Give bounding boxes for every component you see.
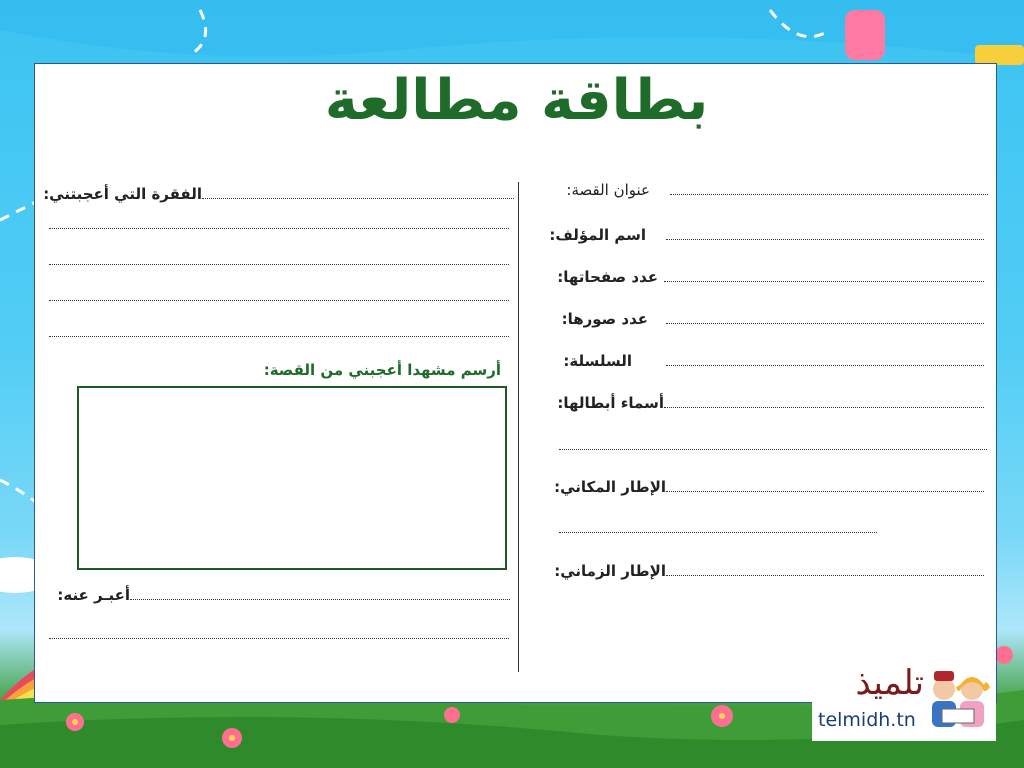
express-field[interactable]: [53, 586, 510, 604]
place-setting-line[interactable]: [666, 491, 984, 492]
favorite-paragraph-line-4[interactable]: [49, 300, 509, 301]
reading-card: [34, 63, 997, 703]
characters-label: أسماء أبطالها:: [557, 394, 664, 412]
express-line-1[interactable]: [130, 599, 510, 600]
author-line[interactable]: [666, 239, 984, 240]
favorite-paragraph-line-3[interactable]: [49, 264, 509, 265]
place-setting-field[interactable]: [550, 478, 984, 496]
kids-reading-icon: [924, 665, 992, 737]
story-title-line[interactable]: [670, 194, 988, 195]
favorite-paragraph-label: الفقرة التي أعجبتني:: [43, 185, 202, 203]
card-title: بطاقة مطالعة: [324, 68, 709, 133]
author-field[interactable]: [545, 226, 984, 244]
time-setting-label: الإطار الزماني:: [554, 562, 666, 580]
series-line[interactable]: [666, 365, 984, 366]
characters-extra-line[interactable]: [559, 449, 987, 450]
express-line-2[interactable]: [49, 638, 509, 639]
column-divider: [518, 182, 519, 672]
story-title-label: عنوان القصة:: [566, 181, 650, 199]
favorite-paragraph-field[interactable]: [39, 185, 514, 203]
draw-scene-label: أرسم مشهدا أعجبني من القصة:: [263, 361, 501, 379]
characters-field[interactable]: [553, 394, 984, 412]
favorite-paragraph-line-2[interactable]: [49, 228, 509, 229]
picture-count-field[interactable]: [558, 310, 984, 328]
page-count-line[interactable]: [664, 281, 984, 282]
favorite-paragraph-line-1[interactable]: [202, 198, 514, 199]
favorite-paragraph-line-5[interactable]: [49, 336, 509, 337]
telmidh-logo[interactable]: [812, 657, 996, 741]
picture-count-line[interactable]: [666, 323, 984, 324]
series-field[interactable]: [559, 352, 984, 370]
logo-arabic-text: تلميذ: [855, 663, 924, 703]
drawing-box[interactable]: [77, 386, 507, 570]
story-title-field[interactable]: [562, 181, 988, 199]
page-count-field[interactable]: [553, 268, 984, 286]
characters-line[interactable]: [664, 407, 984, 408]
time-setting-line[interactable]: [666, 575, 984, 576]
author-label: اسم المؤلف:: [549, 226, 646, 244]
page-count-label: عدد صفحاتها:: [557, 268, 658, 286]
place-setting-label: الإطار المكاني:: [554, 478, 666, 496]
time-setting-field[interactable]: [550, 562, 984, 580]
series-label: السلسلة:: [563, 352, 632, 370]
logo-latin-text: telmidh.tn: [818, 709, 916, 731]
express-label: أعبـر عنه:: [57, 586, 130, 604]
picture-count-label: عدد صورها:: [561, 310, 648, 328]
place-setting-extra-line[interactable]: [559, 532, 877, 533]
